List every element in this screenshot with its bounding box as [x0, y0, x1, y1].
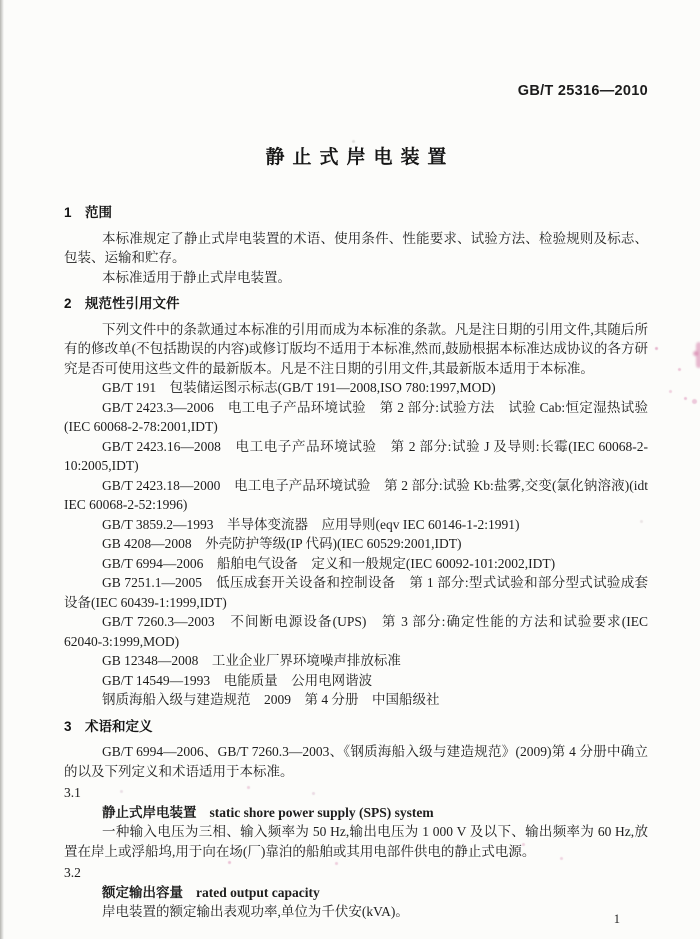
reference-entry: GB/T 2423.18—2000 电工电子产品环境试验 第 2 部分:试验 Kb:盐雾,交变(氯化钠溶液)(idt IEC 60068-2-52:1996) — [64, 477, 648, 512]
term-definition-title — [64, 883, 648, 903]
section-heading: 1 范围 — [64, 205, 113, 220]
clause-number: 3.1 — [64, 785, 81, 800]
clause-number: 3.2 — [64, 865, 81, 880]
reference-entry: GB 7251.1—2005 低压成套开关设备和控制设备 第 1 部分:型式试验和部分型式试验成套设备(IEC 60439-1:1999,IDT) — [64, 575, 648, 610]
reference-entry: GB/T 3859.2—1993 半导体变流器 应用导则(eqv IEC 60146-1-2:1991) — [102, 516, 520, 532]
paragraph: GB/T 6994—2006、GB/T 7260.3—2003、《钢质海船入级与建造规范》(2009)第 4 分册中确立的以及下列定义和术语适用于本标准。 — [64, 744, 648, 779]
reference-entry: GB/T 2423.3—2006 电工电子产品环境试验 第 2 部分:试验方法 试验 Cab:恒定湿热试验(IEC 60068-2-78:2001,IDT) — [64, 399, 648, 434]
paragraph: 本标准适用于静止式岸电装置。 — [102, 269, 291, 285]
term-name-en: rated output capacity — [196, 884, 320, 900]
paragraph: 本标准规定了静止式岸电装置的术语、使用条件、性能要求、试验方法、检验规则及标志、包装、运输和贮存。 — [64, 230, 648, 265]
reference-entry: GB/T 6994—2006 船舶电气设备 定义和一般规定(IEC 60092-101:2002,IDT) — [102, 555, 556, 571]
reference-entry: 钢质海船入级与建造规范 2009 第 4 分册 中国船级社 — [102, 692, 440, 707]
term-name-en: static shore power supply (SPS) system — [209, 804, 434, 820]
reference-entry: GB/T 14549—1993 电能质量 公用电网谐波 — [102, 672, 373, 688]
scan-artifacts — [0, 0, 3, 3]
page-number: 1 — [613, 912, 620, 926]
reference-entry: GB/T 2423.16—2008 电工电子产品环境试验 第 2 部分:试验 J 及导则:长霉(IEC 60068-2-10:2005,IDT) — [64, 438, 648, 473]
document-title: 静止式岸电装置 — [265, 147, 455, 168]
term-name-cn: 额定输出容量 — [102, 884, 183, 900]
term-definition-title — [64, 803, 648, 823]
scan-artifact-streak — [696, 342, 700, 368]
reference-entry: GB/T 191 包装储运图示标志(GB/T 191—2008,ISO 780:1997,MOD) — [102, 380, 496, 395]
page-edge-shadow — [0, 0, 4, 939]
reference-entry: GB/T 7260.3—2003 不间断电源设备(UPS) 第 3 部分:确定性能的方法和试验要求(IEC 62040-3:1999,MOD) — [64, 614, 648, 649]
reference-entry: GB 4208—2008 外壳防护等级(IP 代码)(IEC 60529:2001,IDT) — [102, 536, 462, 551]
standard-code: GB/T 25316—2010 — [517, 83, 648, 99]
section-heading: 2 规范性引用文件 — [64, 296, 180, 311]
paragraph: 下列文件中的条款通过本标准的引用而成为本标准的条款。凡是注日期的引用文件,其随后所有的修改单(不包括勘误的内容)或修订版均不适用于本标准,然而,鼓励根据本标准达成协议的各方研究是否可使用这些文件的最新版本。凡是不注日期的引用文件,其最新版本适用于本标准。 — [64, 321, 648, 376]
paragraph: 岸电装置的额定输出表观功率,单位为千伏安(kVA)。 — [102, 904, 409, 919]
document-body — [64, 196, 648, 922]
section-heading: 3 术语和定义 — [64, 718, 153, 734]
paragraph: 一种输入电压为三相、输入频率为 50 Hz,输出电压为 1 000 V 及以下、输出频率为 60 Hz,放置在岸上或浮船坞,用于向在场(厂)靠泊的船舶或其用电部件供电的静止式电源。 — [64, 824, 648, 859]
reference-entry: GB 12348—2008 工业企业厂界环境噪声排放标准 — [102, 653, 401, 668]
term-name-cn: 静止式岸电装置 — [102, 804, 197, 820]
